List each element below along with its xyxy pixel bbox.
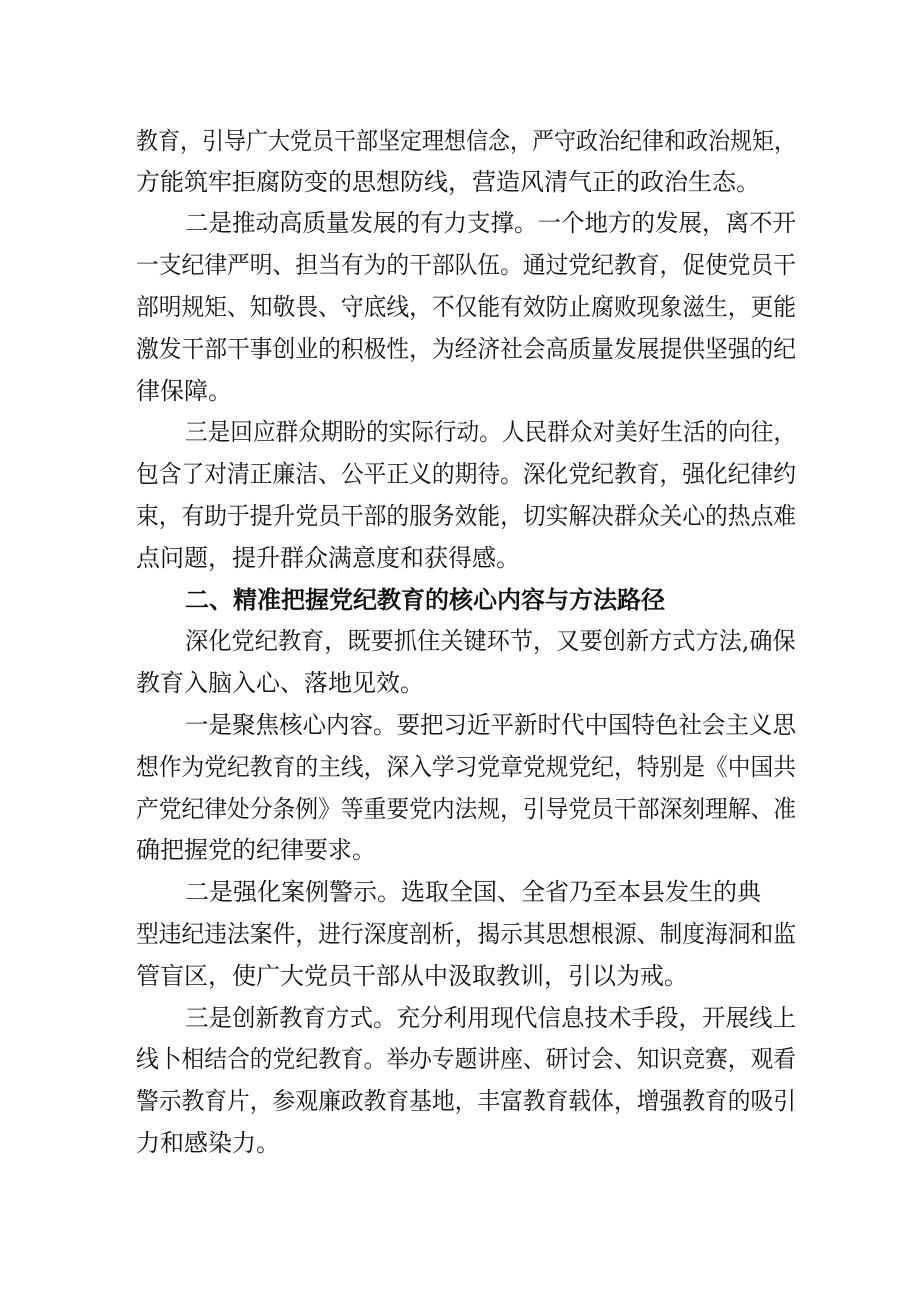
text-line <box>0 166 920 198</box>
text-line <box>0 458 920 490</box>
text-line-content: 点问题，提升群众满意度和获得感。 <box>136 544 520 572</box>
text-line-content: 束，有助于提升党员干部的服务效能，切实解决群众关心的热点难 <box>136 502 797 530</box>
text-line-content: 型违纪违法案件，进行深度剖析，揭示其思想根源、制度海洞和监 <box>136 920 797 948</box>
text-line-content: 方能筑牢拒腐防变的思想防线，营造风清气正的政治生态。 <box>136 168 760 196</box>
text-line-content: 一支纪律严明、担当有为的干部队伍。通过党纪教育，促使党员干 <box>136 251 797 279</box>
text-line <box>0 793 920 825</box>
text-line-content: 线卜相结合的党纪教育。举办专题讲座、研讨会、知识竞赛，观看 <box>136 1045 797 1073</box>
text-line <box>0 918 920 950</box>
text-line <box>0 249 920 281</box>
text-line-content: 教育入脑入心、落地见效。 <box>136 669 424 697</box>
text-line <box>0 416 920 448</box>
text-line-content: 包含了对清正廉洁、公平正义的期待。深化党纪教育，强化纪律约 <box>136 460 797 488</box>
text-line-content: 二是推动高质量发展的有力支撑。一个地方的发展，离不开 <box>185 209 797 237</box>
text-line <box>0 960 920 992</box>
text-line-content: 力和感染力。 <box>136 1129 280 1157</box>
text-line-content: 激发干部干事创业的积极性，为经济社会高质量发展提供坚强的纪 <box>136 335 797 363</box>
text-line-content: 警示教育片，参观廉政教育基地，丰富教育载体，增强教育的吸引 <box>136 1087 797 1115</box>
text-line <box>0 375 920 407</box>
text-line <box>0 1043 920 1075</box>
text-line <box>0 125 920 157</box>
text-line <box>0 500 920 532</box>
text-line <box>0 1085 920 1117</box>
text-line <box>0 834 920 866</box>
text-line-content: 部明规矩、知敬畏、守底线，不仅能有效防止腐败现象滋生，更能 <box>136 293 797 321</box>
text-line-content: 管盲区，使广大党员干部从中汲取教训，引以为戒。 <box>136 962 688 990</box>
text-line <box>0 876 920 908</box>
text-line <box>0 751 920 783</box>
text-line-content: 三是创新教育方式。充分利用现代信息技术手段，开展线上 <box>185 1004 797 1032</box>
section-heading <box>0 584 920 616</box>
text-line <box>0 1002 920 1034</box>
text-line <box>0 333 920 365</box>
section-heading-text: 二、精准把握党纪教育的核心内容与方法路径 <box>185 586 665 614</box>
text-line-content: 深化党纪教育，既要抓住关键环节，又要创新方式方法,确保 <box>185 627 796 655</box>
text-line <box>0 625 920 657</box>
text-line <box>0 291 920 323</box>
text-line-content: 产党纪律处分条例》等重要党内法规，引导党员干部深刻理解、准 <box>136 795 797 823</box>
text-line <box>0 667 920 699</box>
text-line <box>0 709 920 741</box>
text-line-content: 二是强化案例警示。选取全国、全省乃至本县发生的典 <box>185 878 761 906</box>
text-line <box>0 1127 920 1159</box>
text-line-content: 律保障。 <box>136 377 232 405</box>
text-line-content: 想作为党纪教育的主线，深入学习党章党规党纪，特别是《中国共 <box>136 753 797 781</box>
text-line <box>0 207 920 239</box>
text-line <box>0 542 920 574</box>
text-line-content: 三是回应群众期盼的实际行动。人民群众对美好生活的向往， <box>185 418 796 446</box>
text-line-content: 一是聚焦核心内容。要把习近平新时代中国特色社会主义思 <box>185 711 797 739</box>
text-line-content: 确把握党的纪律要求。 <box>136 836 376 864</box>
text-line-content: 教育，引导广大党员干部坚定理想信念，严守政治纪律和政治规矩， <box>136 127 797 155</box>
